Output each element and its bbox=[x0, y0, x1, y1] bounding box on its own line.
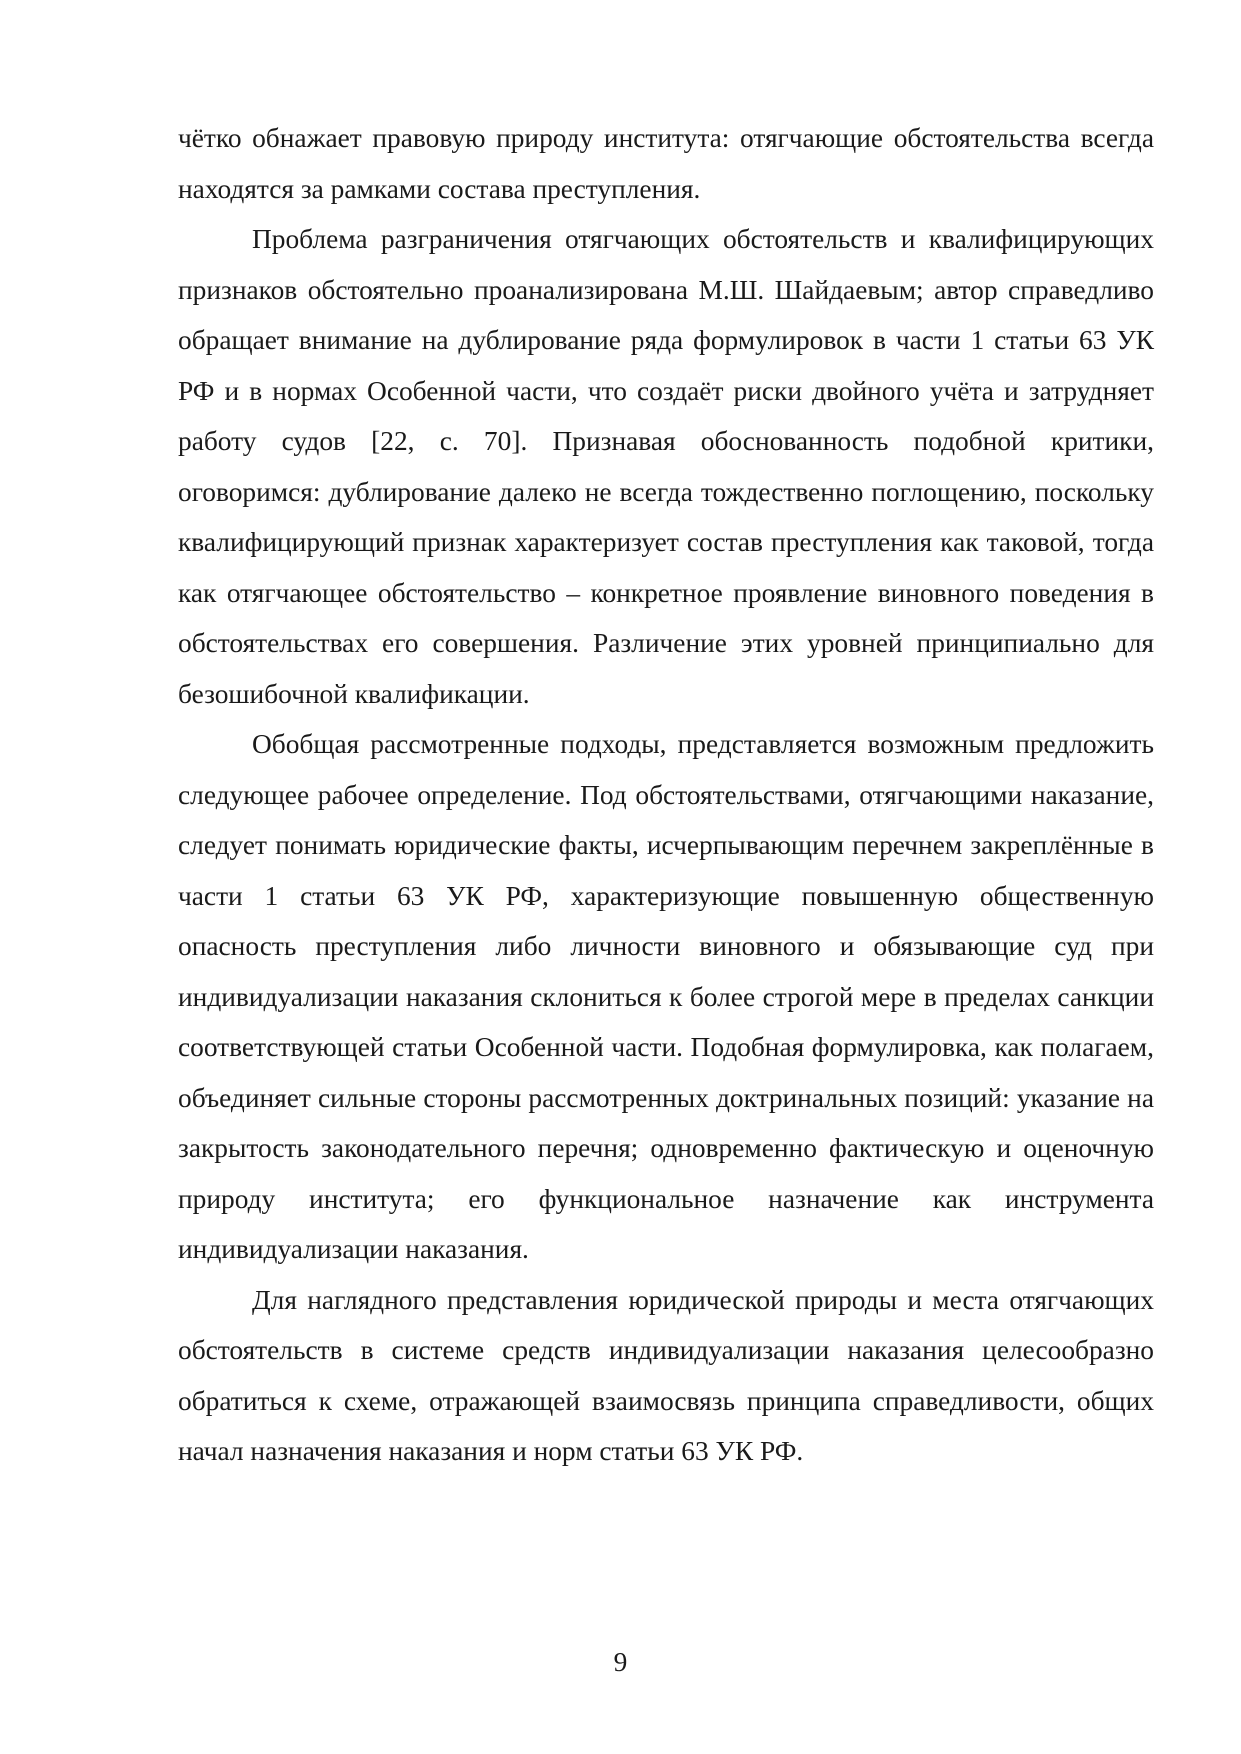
paragraph-working-definition: Обобщая рассмотренные подходы, представляется возможным предложить следующее рабочее определение. Под обстоятельствами, отягчающими наказание, следует понимать юридические факты, исчерпывающим перечнем закреплённые в части 1 статьи 63 УК РФ, характеризующие повышенную общественную опасность преступления либо личности виновного и обязывающие суд при индивидуализации наказания склониться к более строгой мере в пределах санкции соответствующей статьи Особенной части. Подобная формулировка, как полагаем, объединяет сильные стороны рассмотренных доктринальных позиций: указание на закрытость законодательного перечня; одновременно фактическую и оценочную природу института; его функциональное назначение как инструмента индивидуализации наказания. bbox=[178, 729, 1154, 1264]
paragraph-continuation: чётко обнажает правовую природу института: отягчающие обстоятельства всегда находятся за рамками состава преступления. bbox=[178, 123, 1154, 204]
page-number: 9 bbox=[613, 1647, 628, 1677]
paragraph-scheme-reference: Для наглядного представления юридической природы и места отягчающих обстоятельств в системе средств индивидуализации наказания целесообразно обратиться к схеме, отражающей взаимосвязь принципа справедливости, общих начал назначения наказания и норм статьи 63 УК РФ. bbox=[178, 1284, 1154, 1466]
paragraph-shaidaev-critique: Проблема разграничения отягчающих обстоятельств и квалифицирующих признаков обстоятельно проанализирована М.Ш. Шайдаевым; автор справедливо обращает внимание на дублирование ряда формулировок в части 1 статьи 63 УК РФ и в нормах Особенной части, что создаёт риски двойного учёта и затрудняет работу судов [22, с. 70]. Признавая обоснованность подобной критики, оговоримся: дублирование далеко не всегда тождественно поглощению, поскольку квалифицирующий признак характеризует состав преступления как таковой, тогда как отягчающее обстоятельство – конкретное проявление виновного поведения в обстоятельствах его совершения. Различение этих уровней принципиально для безошибочной квалификации. bbox=[178, 224, 1154, 709]
body-text bbox=[178, 113, 1154, 1477]
